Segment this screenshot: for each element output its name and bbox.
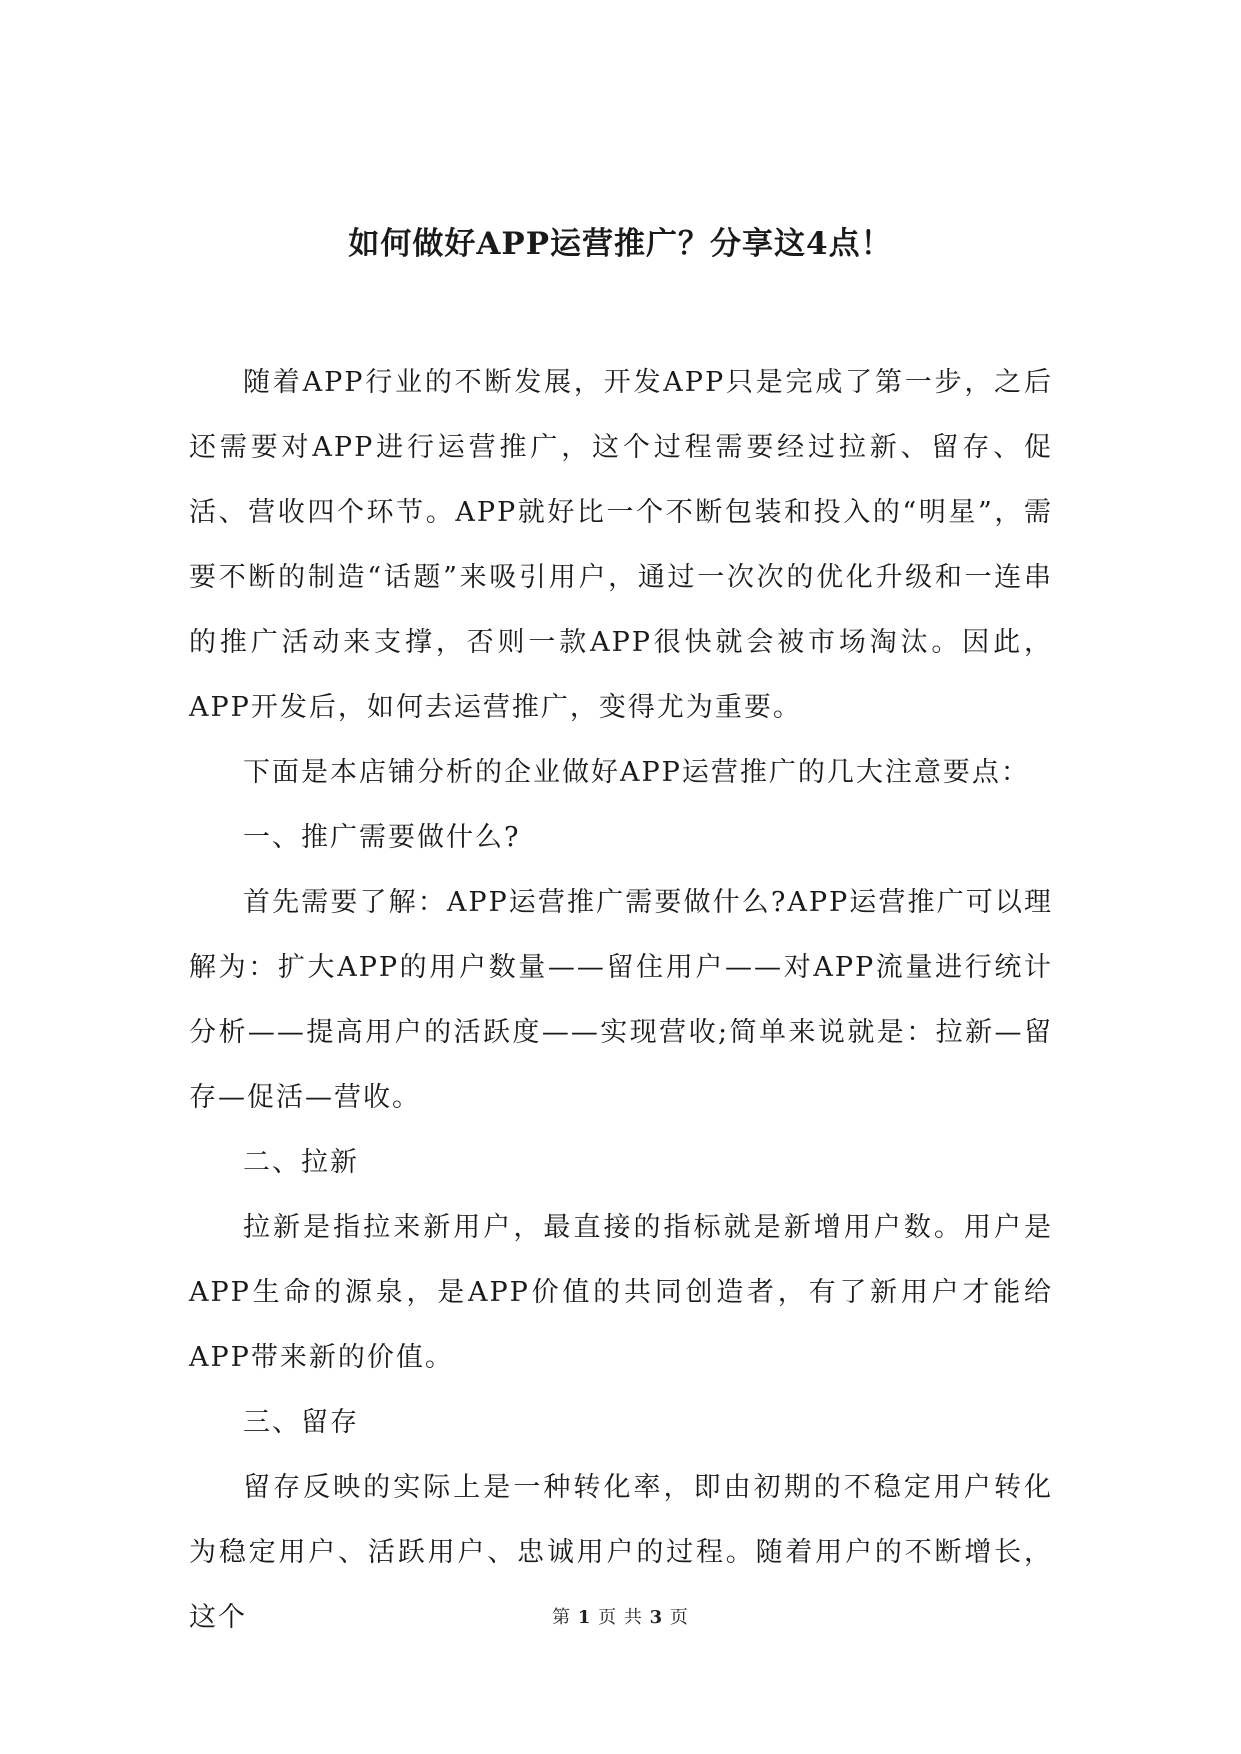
paragraph-retention: 留存反映的实际上是一种转化率，即由初期的不稳定用户转化为稳定用户、活跃用户、忠诚用户的过程。随着用户的不断增长，这个 <box>189 1472 1053 1633</box>
footer-middle: 页 共 <box>598 1607 643 1628</box>
total-pages-number: 3 <box>649 1607 664 1628</box>
document-body <box>189 350 1053 1650</box>
paragraph-intro: 随着APP行业的不断发展，开发APP只是完成了第一步，之后还需要对APP进行运营推广，这个过程需要经过拉新、留存、促活、营收四个环节。APP就好比一个不断包装和投入的“明星”，需要不断的制造“话题”来吸引用户，通过一次次的优化升级和一连串的推广活动来支撑，否则一款APP很快就会被市场淘汰。因此，APP开发后，如何去运营推广，变得尤为重要。 <box>189 367 1053 723</box>
paragraph-key-points: 下面是本店铺分析的企业做好APP运营推广的几大注意要点： <box>243 757 1030 788</box>
paragraph-acquisition: 拉新是指拉来新用户，最直接的指标就是新增用户数。用户是APP生命的源泉，是APP价值的共同创造者，有了新用户才能给APP带来新的价值。 <box>189 1212 1053 1373</box>
section-heading-acquisition: 二、拉新 <box>243 1147 359 1178</box>
footer-prefix: 第 <box>552 1607 572 1628</box>
current-page-number: 1 <box>577 1607 592 1628</box>
section-heading-retention: 三、留存 <box>243 1407 359 1438</box>
document-title: 如何做好APP运营推广？分享这4点！ <box>348 226 893 262</box>
footer-suffix: 页 <box>669 1607 689 1628</box>
page-footer <box>0 1606 1241 1630</box>
section-heading-promotion: 一、推广需要做什么? <box>243 822 521 853</box>
paragraph-promotion: 首先需要了解：APP运营推广需要做什么?APP运营推广可以理解为：扩大APP的用户数量——留住用户——对APP流量进行统计分析——提高用户的活跃度——实现营收;简单来说就是：拉新—留存—促活—营收。 <box>189 887 1053 1113</box>
